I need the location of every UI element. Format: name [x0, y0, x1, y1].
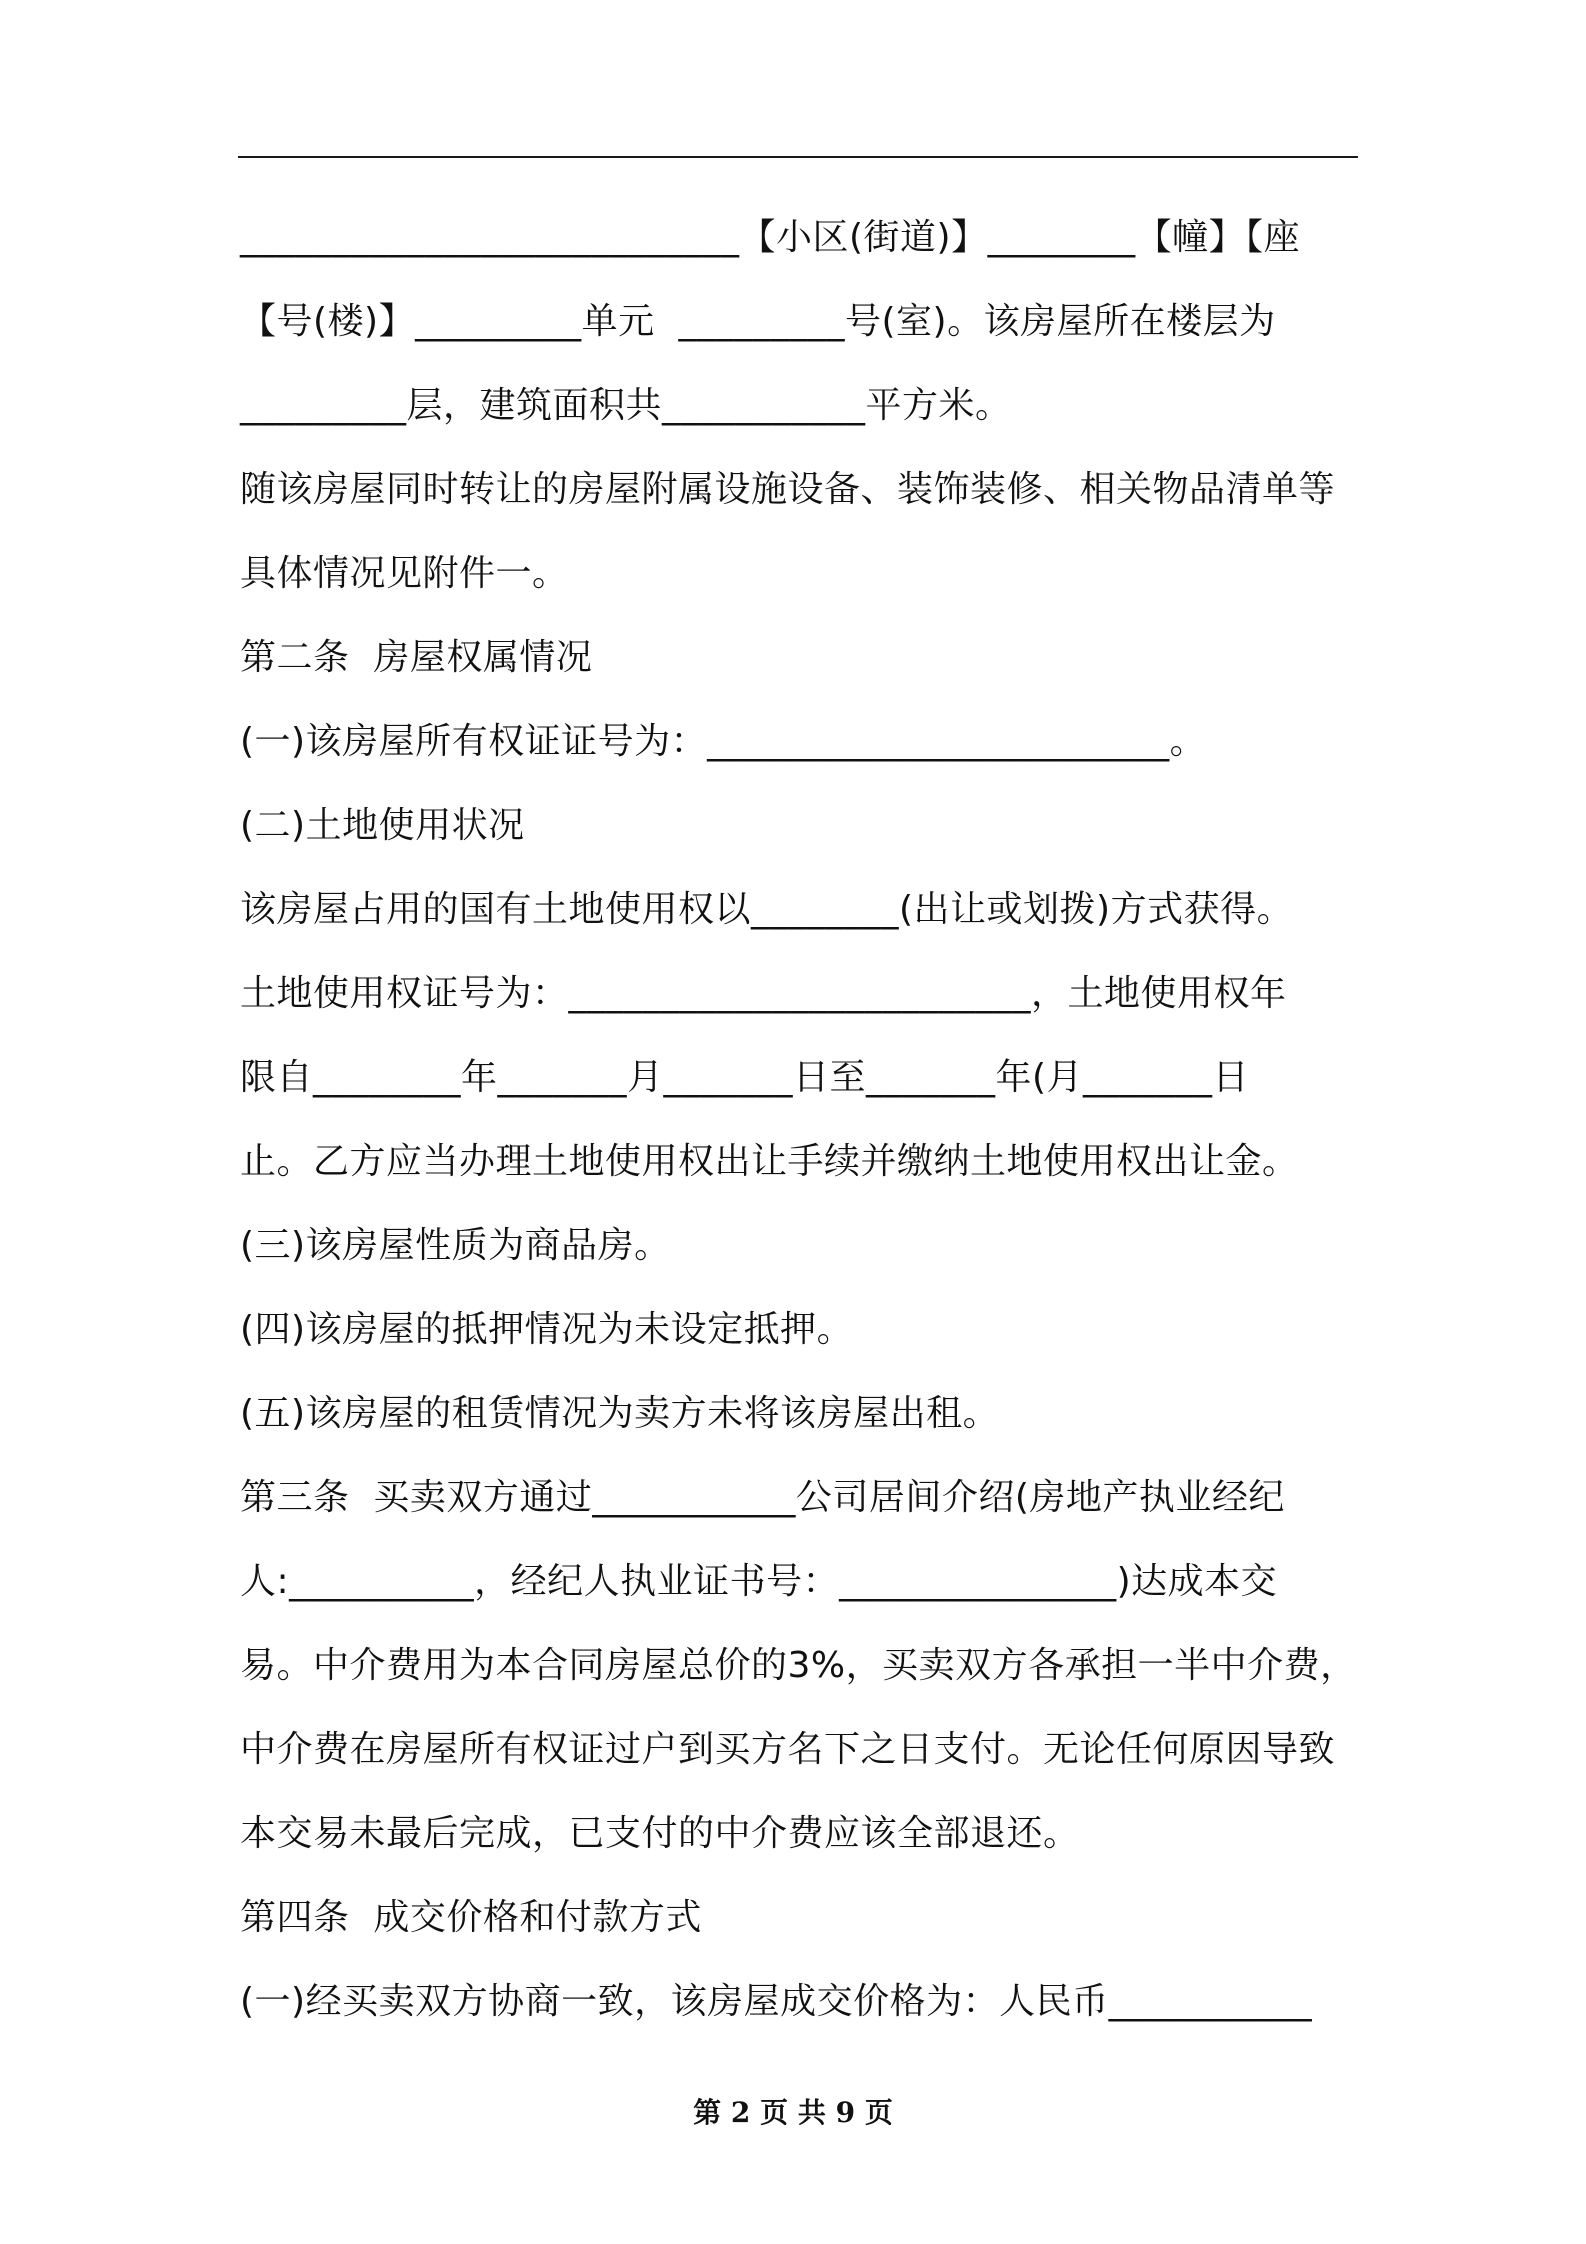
- text-line: (二)土地使用状况: [240, 805, 525, 846]
- text-line: 土地使用权证号为：_________________________，土地使用权年: [240, 973, 1287, 1014]
- text-line: (三)该房屋性质为商品房。: [240, 1225, 671, 1266]
- text-line: _________层，建筑面积共___________平方米。: [240, 385, 1012, 426]
- text-line: 随该房屋同时转让的房屋附属设施设备、装饰装修、相关物品清单等: [240, 469, 1336, 510]
- text-line: 中介费在房屋所有权证过户到买方名下之日支付。无论任何原因导致: [240, 1729, 1336, 1770]
- text-line: 该房屋占用的国有土地使用权以________(出让或划拨)方式获得。: [240, 889, 1294, 930]
- document-body: [240, 196, 1360, 2044]
- text-line: (一)经买卖双方协商一致，该房屋成交价格为：人民币___________: [240, 1981, 1313, 2022]
- text-line: ___________________________【小区(街道)】________【幢】【座: [240, 217, 1301, 258]
- text-line: 人:__________，经纪人执业证书号：_______________)达成本交: [240, 1561, 1278, 1602]
- page-number: 第 2 页 共 9 页: [693, 2096, 893, 2129]
- header-rule: [238, 156, 1358, 158]
- text-line: (四)该房屋的抵押情况为未设定抵押。: [240, 1309, 854, 1350]
- text-line: (五)该房屋的租赁情况为卖方未将该房屋出租。: [240, 1393, 1000, 1434]
- text-line: 易。中介费用为本合同房屋总价的3%，买卖双方各承担一半中介费，: [240, 1645, 1357, 1686]
- text-line: 限自________年_______月_______日至_______年(月_______日: [240, 1057, 1250, 1098]
- text-line: 【号(楼)】_________单元 _________号(室)。该房屋所在楼层为: [240, 301, 1276, 342]
- text-line: (一)该房屋所有权证证号为：_________________________。: [240, 721, 1207, 762]
- text-line: 止。乙方应当办理土地使用权出让手续并缴纳土地使用权出让金。: [240, 1141, 1299, 1182]
- text-line: 本交易未最后完成，已支付的中介费应该全部退还。: [240, 1813, 1080, 1854]
- section-heading: 第三条 买卖双方通过___________公司居间介绍(房地产执业经纪: [240, 1477, 1285, 1518]
- section-heading: 第二条 房屋权属情况: [240, 637, 593, 678]
- section-heading: 第四条 成交价格和付款方式: [240, 1897, 702, 1938]
- text-line: 具体情况见附件一。: [240, 553, 569, 594]
